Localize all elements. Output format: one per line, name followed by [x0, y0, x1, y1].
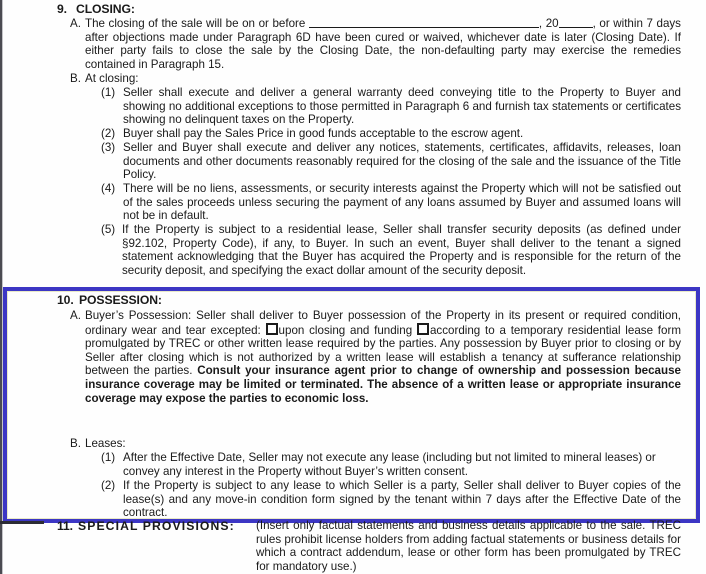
item-10a-text-1: Seller shall deliver to Buyer possession of the Property in its present or required condition, ordinary wear and tear excepted: — [85, 309, 681, 337]
checkbox-2-label: according to a temporary residential lease form promulgated by TREC or other written lease required by the parties. Any possession by Buyer prior to closing or by Seller after closing which is not authorized by a written lease will establish a tenancy at sufferance relationship between the parties. — [85, 323, 681, 378]
closing-year-blank[interactable] — [559, 27, 593, 28]
item-9a-text-after: , or within 7 days after objections made under Paragraph 6D have been cured or waived, whichever date is later (Closing Date). If either party fails to close the sale by the Closing Date, the non-defaulting party may exercise the remedies contained in Paragraph 15. — [85, 17, 681, 71]
item-label-10b: B. — [70, 437, 81, 450]
item-label-10a: A. — [70, 309, 81, 322]
item-10b1-text: After the Effective Date, Seller may not execute any lease (including but not limited to mineral leases) or convey any interest in the Property without Buyer’s written consent. — [123, 451, 656, 478]
section-11-number: 11. — [57, 519, 73, 533]
margin-rule-artifact — [0, 521, 44, 524]
item-label-9b4: (4) — [101, 182, 116, 195]
item-9b1-text: Seller shall execute and deliver a general warranty deed conveying title to the Property to Buyer and showing no additional exceptions to those permitted in Paragraph 6 and furnish tax statements or certificates showing no delinquent taxes on the Property. — [123, 86, 681, 127]
item-9a-body — [85, 17, 681, 71]
item-10a-body — [85, 309, 681, 405]
item-9b-text: At closing: — [85, 72, 139, 85]
section-11-intro-text-first-line — [256, 519, 681, 573]
item-10b-text: Leases: — [85, 437, 126, 450]
page-edge-artifact-secondary — [2, 0, 3, 574]
section-11-text: (Insert only factual statements and business details applicable to the sale. TREC rules prohibit license holders from adding factual statements or business details for which a contract addendum, lease or other form has been promulgated by TREC for mandatory use.) — [256, 519, 681, 573]
checkbox-1-label: upon closing and funding — [278, 323, 413, 337]
item-label-10b1: (1) — [101, 451, 116, 464]
item-9b4-text: There will be no liens, assessments, or security interests against the Property which will not be satisfied out of the sales proceeds unless securing the payment of any loans assumed by Buyer and assumed loans will not be in default. — [123, 182, 681, 223]
section-11-title: SPECIAL PROVISIONS: — [78, 519, 235, 533]
section-9-number: 9. — [57, 2, 67, 16]
item-label-9b5: (5) — [101, 223, 116, 236]
item-9b2-text: Buyer shall pay the Sales Price in good funds acceptable to the escrow agent. — [123, 127, 524, 140]
item-label-9a: A. — [70, 17, 81, 30]
checkbox-upon-closing-and-funding[interactable] — [266, 323, 278, 335]
item-9a-text-mid: , 20 — [538, 17, 559, 30]
item-label-9b: B. — [70, 72, 81, 85]
section-10-title: POSSESSION: — [79, 293, 162, 307]
section-9-title: CLOSING: — [76, 2, 135, 16]
insurance-warning-text: Consult your insurance agent prior to change of ownership and possession because insurance coverage may be limited or terminated. The absence of a written lease or appropriate insurance coverage may expose the parties to economic loss. — [85, 364, 681, 405]
item-9b3-text: Seller and Buyer shall execute and deliver any notices, statements, certificates, affidavits, releases, loan documents and other documents reasonably required for the closing of the sale and the issuance of the Title Policy. — [123, 141, 681, 182]
item-label-9b1: (1) — [101, 86, 116, 99]
item-9b5-text: If the Property is subject to a residential lease, Seller shall transfer security deposits (as defined under §92.102, Property Code), if any, to Buyer. In such an event, Buyer shall deliver to the tenant a signed statement acknowledging that the Buyer has acquired the Property and is responsible for the return of the security deposit, and specifying the exact dollar amount of the security deposit. — [122, 223, 681, 277]
item-10a-heading: Buyer’s Possession: — [85, 309, 192, 322]
item-label-9b2: (2) — [101, 127, 116, 140]
section-10-number: 10. — [57, 293, 74, 307]
closing-date-blank[interactable] — [309, 27, 539, 28]
checkbox-temporary-residential-lease[interactable] — [417, 323, 429, 335]
item-9a-text-before: The closing of the sale will be on or before — [85, 17, 306, 30]
item-label-9b3: (3) — [101, 141, 116, 154]
item-label-10b2: (2) — [101, 479, 116, 492]
item-10b2-text: If the Property is subject to any lease to which Seller is a party, Seller shall deliver to Buyer copies of the lease(s) and any move-in condition form signed by the tenant within 7 days after the Effective Date of the contract. — [123, 479, 681, 520]
